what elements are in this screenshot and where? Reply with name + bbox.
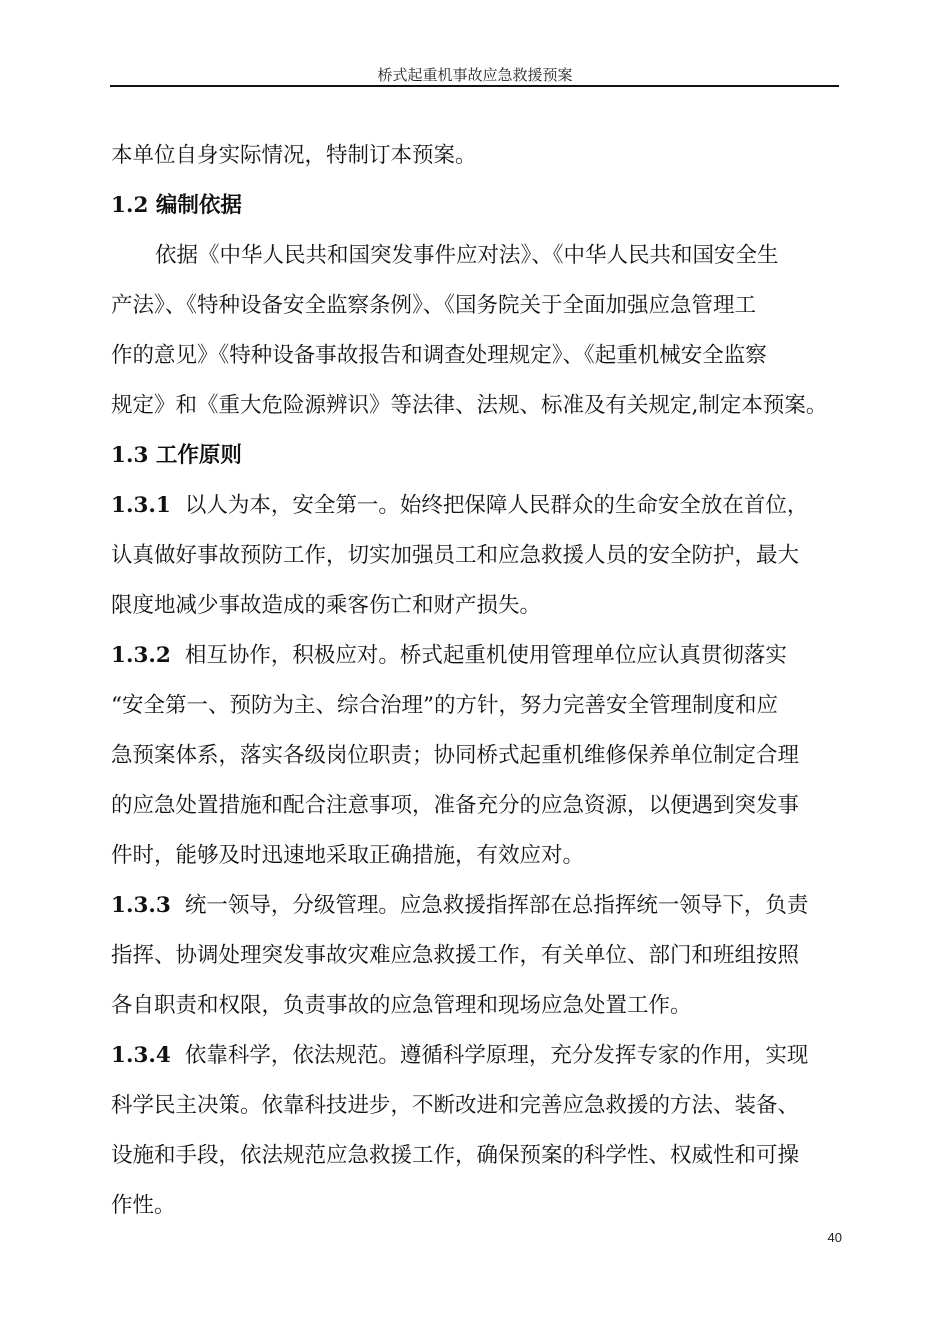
principle-line: 认真做好事故预防工作，切实加强员工和应急救援人员的安全防护，最大 (111, 543, 800, 568)
section-1-2-line: 依据《中华人民共和国突发事件应对法》、《中华人民共和国安全生 (155, 243, 779, 268)
principle-text: 以人为本，安全第一。始终把保障人民群众的生命安全放在首位， (184, 493, 809, 518)
principle-line: 各自职责和权限，负责事故的应急管理和现场应急处置工作。 (111, 993, 692, 1018)
principle-line: 指挥、协调处理突发事故灾难应急救援工作，有关单位、部门和班组按照 (111, 943, 800, 968)
principle-line: 的应急处置措施和配合注意事项，准备充分的应急资源，以便遇到突发事 (111, 793, 800, 818)
principle-number: 1.3.3 (111, 893, 171, 918)
section-1-3-heading: 1.3 工作原则 (111, 443, 242, 468)
principle-text: 统一领导，分级管理。应急救援指挥部在总指挥统一领导下，负责 (184, 893, 809, 918)
principle-line: 设施和手段，依法规范应急救援工作，确保预案的科学性、权威性和可操 (111, 1143, 800, 1168)
principle-1-3-1-first-line (111, 481, 841, 531)
principle-number: 1.3.2 (111, 643, 171, 668)
header-divider (110, 85, 839, 87)
section-1-2-line: 规定》和《重大危险源辨识》等法律、法规、标准及有关规定,制定本预案。 (111, 393, 828, 418)
intro-line: 本单位自身实际情况，特制订本预案。 (111, 143, 477, 168)
principle-number: 1.3.4 (111, 1043, 171, 1068)
page-number: 40 (827, 1230, 842, 1245)
document-body (111, 131, 841, 1231)
principle-1-3-4-first-line (111, 1031, 841, 1081)
principle-text: 相互协作，积极应对。桥式起重机使用管理单位应认真贯彻落实 (184, 643, 787, 668)
page-header-title: 桥式起重机事故应急救援预案 (377, 66, 573, 84)
principle-text: 依靠科学，依法规范。遵循科学原理，充分发挥专家的作用，实现 (184, 1043, 809, 1068)
section-1-2-line: 产法》、《特种设备安全监察条例》、《国务院关于全面加强应急管理工 (111, 293, 757, 318)
section-1-2-heading: 1.2 编制依据 (111, 193, 242, 218)
principle-line: 科学民主决策。依靠科技进步，不断改进和完善应急救援的方法、装备、 (111, 1093, 800, 1118)
principle-line: 限度地减少事故造成的乘客伤亡和财产损失。 (111, 593, 542, 618)
section-1-2-line: 作的意见》《特种设备事故报告和调查处理规定》、《起重机械安全监察 (111, 343, 767, 368)
principle-1-3-3-first-line (111, 881, 841, 931)
principle-1-3-2-first-line (111, 631, 841, 681)
principle-line: 急预案体系，落实各级岗位职责；协同桥式起重机维修保养单位制定合理 (111, 743, 800, 768)
principle-line: 件时，能够及时迅速地采取正确措施，有效应对。 (111, 843, 585, 868)
principle-number: 1.3.1 (111, 493, 171, 518)
principle-line: 作性。 (111, 1193, 176, 1218)
principle-line: “安全第一、预防为主、综合治理”的方针，努力完善安全管理制度和应 (111, 693, 778, 718)
